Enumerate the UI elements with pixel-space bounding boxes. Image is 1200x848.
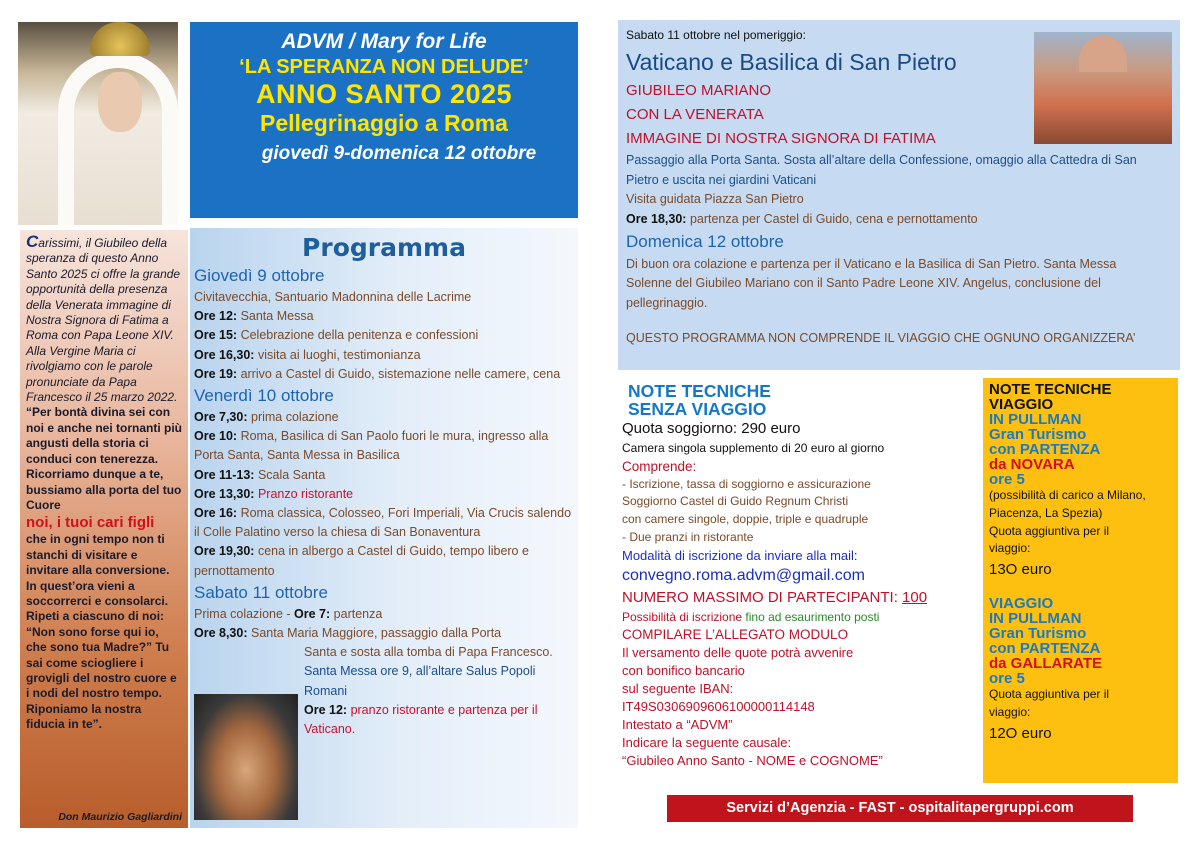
extra-fee: 12O euro (989, 724, 1052, 742)
include-item: con camere singole, doppie, triple e quadruple (622, 512, 869, 527)
payment-text: sul seguente IBAN: (622, 681, 734, 697)
form-instruction: COMPILARE L’ALLEGATO MODULO (622, 627, 849, 643)
day-heading: Domenica 12 ottobre (626, 232, 784, 252)
prayer-text: “Per bontà divina sei con noi e anche nei tornanti più angusti della storia ci conduci con tenerezza. Ricorriamo dunque a te, bussiamo alla porta del tuo Cuore (26, 405, 183, 512)
schedule-activity: Roma, Basilica di San Paolo fuori le mura, ingresso alla Porta Santa, Santa Messa in Basilica (194, 429, 549, 463)
bus-info: Gran Turismo (989, 625, 1087, 643)
schedule-item (194, 542, 574, 580)
schedule-item: Ore 18,30: partenza per Castel di Guido, cena e pernottamento (626, 211, 978, 226)
technical-notes (622, 382, 980, 770)
schedule-time: Ore 13,30: (194, 486, 255, 501)
place: Civitavecchia, Santuario Madonnina delle Lacrime (194, 290, 472, 304)
schedule-item (194, 346, 574, 365)
payment-text: Intestato a “ADVM” (622, 717, 733, 733)
agency-footer[interactable]: Servizi d’Agenzia - FAST - ospitalitapergruppi.com (667, 795, 1133, 822)
schedule-activity: Santa Messa (237, 309, 314, 324)
program-title: Programma (302, 233, 466, 262)
schedule-time: Ore 7,30: (194, 410, 248, 425)
schedule-item (194, 466, 574, 485)
include-item: - Due pranzi in ristorante (622, 529, 754, 544)
description: Passaggio alla Porta Santa. Sosta all’altare della Confessione, omaggio alla Cattedra di San Pietro e uscita nei giardini Vaticani (626, 153, 1137, 187)
price: Quota soggiorno: 290 euro (622, 420, 801, 437)
basilica-image (1034, 32, 1172, 144)
travel-notes (983, 378, 1178, 783)
letter-intro: Carissimi, il Giubileo della speranza di questo Anno Santo 2025 ci offre la grande opportunità della presenza della Venerata immagine di Nostra Signora di Fatima a Roma con Papa Leone XIV. (26, 232, 181, 343)
departure-city: da GALLARATE (989, 655, 1103, 673)
schedule-activity: Celebrazione della penitenza e confessioni (237, 328, 479, 343)
iban: IT49S0306909606100000114148 (622, 699, 815, 715)
letter-panel (20, 230, 188, 828)
schedule-item (194, 485, 574, 504)
includes-label: Comprende: (622, 458, 697, 474)
schedule-time: Ore 19,30: (194, 544, 255, 559)
schedule-item (194, 408, 574, 427)
motto: ‘LA SPERANZA NON DELUDE’ (239, 56, 529, 78)
schedule-time: Ore 11-13: (194, 467, 255, 482)
notes-heading: SENZA VIAGGIO (628, 399, 767, 419)
schedule-activity: arrivo a Castel di Guido, sistemazione nelle camere, cena (237, 366, 561, 381)
schedule-time: Ore 15: (194, 328, 238, 343)
event-title: Pellegrinaggio a Roma (260, 110, 508, 136)
schedule-time: Ore 10: (194, 429, 238, 444)
travel-heading: VIAGGIO (989, 396, 1054, 413)
schedule-activity: cena in albergo a Castel di Guido, tempo libero e pernottamento (194, 544, 529, 578)
include-item: - Iscrizione, tassa di soggiorno e assicurazione (622, 476, 871, 491)
payment-text: Indicare la seguente causale: (622, 735, 792, 751)
bus-info: con PARTENZA (989, 640, 1101, 658)
payment-reference: “Giubileo Anno Santo - NOME e COGNOME” (622, 753, 883, 769)
day-heading: Giovedì 9 ottobre (194, 266, 325, 285)
bus-info: VIAGGIO (989, 595, 1054, 613)
schedule-time: Ore 16: (194, 506, 238, 521)
crown-image (90, 22, 150, 56)
email-link[interactable]: convegno.roma.advm@gmail.com (622, 566, 866, 584)
prayer-text-cont: che in ogni tempo non ti stanchi di visitare e invitare alla conversione. In quest’ora vieni a soccorrerci e consolarci. Ripeti a ciascuno di noi: “Non sono forse qui io, che sono tua Madre?” Tu sai come sciogliere i grovigli del nostro cuore e i nodi del nostro tempo. Riponiamo la nostra fiducia in te”. (26, 532, 177, 732)
bus-info: con PARTENZA (989, 441, 1101, 458)
schedule-activity: Scala Santa (254, 467, 326, 482)
max-participants: NUMERO MASSIMO DI PARTECIPANTI: 100 (622, 588, 928, 606)
travel-heading: NOTE TECNICHE (989, 381, 1112, 398)
description: Visita guidata Piazza San Pietro (626, 192, 804, 207)
registration-label: Modalità di iscrizione da inviare alla mail: (622, 547, 858, 563)
schedule-activity: Roma classica, Colosseo, Fori Imperiali, Via Crucis salendo il Colle Palatino verso la chiesa di San Bonaventura (194, 506, 572, 540)
notes-heading: NOTE TECNICHE (628, 381, 771, 401)
schedule-item: Santa Messa ore 9, all’altare Salus Popoli Romani (304, 664, 536, 698)
signature: Don Maurizio Gagliardini (58, 811, 182, 823)
schedule-item (194, 504, 574, 542)
highlight: IMMAGINE DI NOSTRA SIGNORA DI FATIMA (626, 130, 936, 148)
pickup-info: (possibilità di carico a Milano, Piacenza, La Spezia) (989, 488, 1146, 520)
subheading: Sabato 11 ottobre nel pomeriggio: (626, 28, 806, 42)
highlight: CON LA VENERATA (626, 106, 764, 124)
departure-city: da NOVARA (989, 456, 1075, 473)
day-heading: Sabato 11 ottobre (194, 582, 328, 602)
description: Di buon ora colazione e partenza per il Vaticano e la Basilica di San Pietro. Santa Messa Solenne del Giubileo Mariano con il Santo Padre Leone XIV. Angelus, conclusione del pellegrinaggio. (626, 257, 1117, 310)
availability: Possibilità di iscrizione fino ad esaurimento posti (622, 609, 880, 624)
schedule-time: Ore 12: (194, 309, 238, 324)
bus-info: IN PULLMAN (989, 411, 1082, 428)
schedule-time: Ore 16,30: (194, 347, 255, 362)
highlight: GIUBILEO MARIANO (626, 82, 772, 100)
schedule-activity: Pranzo ristorante (254, 486, 354, 501)
event-dates: giovedì 9-domenica 12 ottobre (261, 143, 537, 164)
bus-info: IN PULLMAN (989, 610, 1082, 628)
schedule-time: Ore 19: (194, 366, 238, 381)
schedule-activity: visita ai luoghi, testimonianza (254, 347, 421, 362)
fatima-statue-image (18, 22, 178, 225)
madonna-icon-image (194, 694, 298, 820)
vatican-title: Vaticano e Basilica di San Pietro (626, 49, 957, 76)
schedule-item (194, 365, 574, 384)
letter-para: Alla Vergine Maria ci rivolgiamo con le parole pronunciate da Papa Francesco il 25 marzo 2022. (26, 343, 178, 405)
extra-fee-label: Quota aggiuntiva per il viaggio: (989, 687, 1110, 719)
schedule-item: Prima colazione - Ore 7: partenza (194, 606, 383, 621)
title-banner (190, 22, 578, 218)
organization: ADVM / Mary for Life (281, 30, 487, 53)
extra-fee: 13O euro (989, 561, 1052, 579)
schedule-activity: prima colazione (247, 410, 339, 425)
prayer-highlight: noi, i tuoi cari figli (26, 514, 155, 532)
schedule-item: Ore 8,30: Santa Maria Maggiore, passaggio dalla Porta (194, 626, 502, 641)
supplement: Camera singola supplemento di 20 euro al giorno (622, 441, 885, 455)
extra-fee-label: Quota aggiuntiva per il viaggio: (989, 523, 1110, 556)
schedule-item (194, 427, 574, 465)
bus-info: Gran Turismo (989, 426, 1087, 443)
schedule-item: Santa e sosta alla tomba di Papa Francesco. (304, 645, 553, 660)
day-heading: Venerdì 10 ottobre (194, 386, 334, 406)
schedule-item (194, 326, 574, 345)
departure-time: ore 5 (989, 471, 1025, 488)
schedule-item: Ore 12: pranzo ristorante e partenza per il Vaticano. (304, 702, 538, 737)
notice: QUESTO PROGRAMMA NON COMPRENDE IL VIAGGIO CHE OGNUNO ORGANIZZERA’ (626, 331, 1136, 346)
year-title: ANNO SANTO 2025 (255, 79, 513, 109)
schedule-item (194, 307, 574, 326)
payment-text: con bonifico bancario (622, 663, 745, 679)
departure-time: ore 5 (989, 670, 1025, 688)
payment-text: Il versamento delle quote potrà avvenire (622, 645, 854, 661)
include-item: Soggiorno Castel di Guido Regnum Christi (622, 494, 849, 509)
